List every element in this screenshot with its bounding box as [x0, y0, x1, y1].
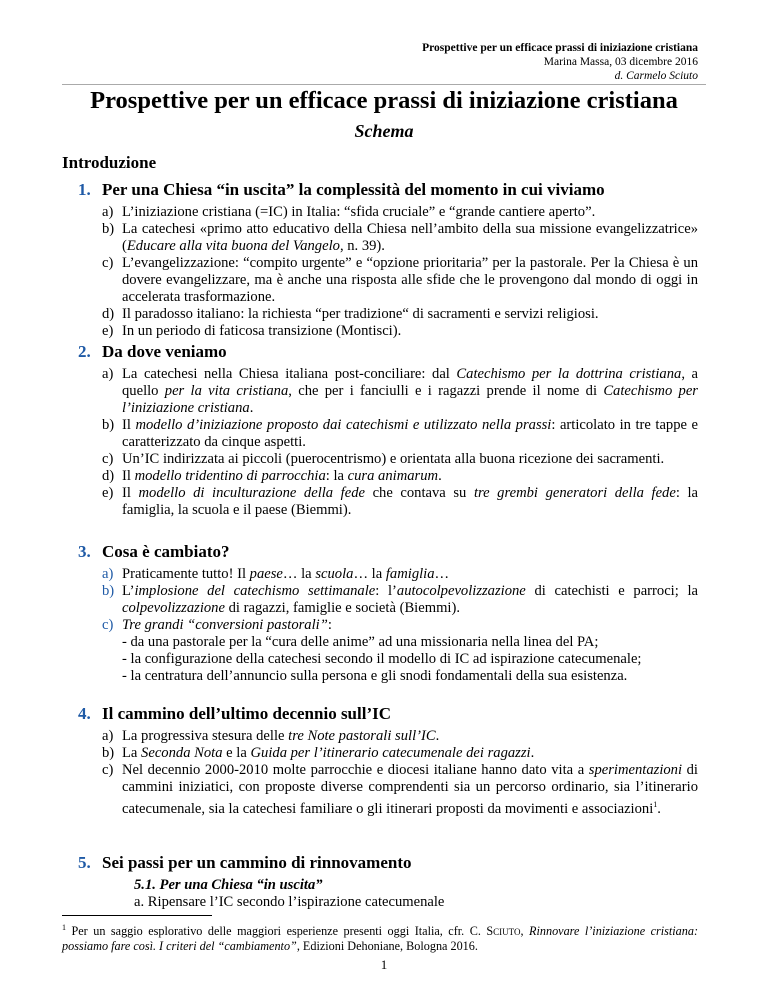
subsection-item: a. Ripensare l’IC secondo l’ispirazione catecumenale: [134, 894, 445, 910]
list-item: d) Il modello tridentino di parrocchia: la cura animarum.: [102, 468, 442, 484]
section-5: [78, 853, 698, 911]
section-title: Cosa è cambiato?: [102, 542, 230, 561]
section-number: 2.: [78, 342, 91, 361]
section-number: 5.: [78, 853, 91, 872]
list-item: a) La catechesi nella Chiesa italiana post-conciliare: dal Catechismo per la dottrina cristiana, a quello per la vita cristiana, che per i fanciulli e i ragazzi prende il nome di Catechismo per l’iniziazione cristiana.: [102, 366, 698, 416]
section-heading: [78, 180, 698, 200]
section-title: Il cammino dell’ultimo decennio sull’IC: [102, 704, 392, 723]
section-number: 4.: [78, 704, 91, 723]
header-divider: [62, 84, 706, 85]
page-number: 1: [380, 957, 388, 972]
list-item: b) La Seconda Nota e la Guida per l’itinerario catecumenale dei ragazzi.: [102, 745, 535, 761]
section-heading: [78, 542, 698, 562]
section-2: [78, 342, 698, 519]
running-header: [422, 41, 698, 83]
header-place-date: Marina Massa, 03 dicembre 2016: [543, 56, 698, 68]
dash-item: - la configurazione della catechesi secondo il modello di IC ad ispirazione catecumenale;: [122, 651, 642, 667]
footnote: $^1$ Per un saggio esplorativo delle maggiori esperienze presenti oggi Italia, cfr. C. Sciuto, Rinnovare l’iniziazione cristiana: possiamo fare così. I criteri del “cambiamento”, Edizioni Dehoniane, Bologna 2016.: [62, 923, 699, 954]
footnote-divider: [62, 915, 212, 916]
header-author: d. Carmelo Sciuto: [614, 70, 698, 82]
section-title: Per una Chiesa “in uscita” la complessità del momento in cui viviamo: [102, 180, 605, 199]
section-heading: [78, 853, 698, 873]
list-item: c) L’evangelizzazione: “compito urgente” e “opzione prioritaria” per la pastorale. Per la Chiesa è un dovere evangelizzare, ma è anche una risposta alle sfide che le provengono dal mondo di oggi in accelerata trasformazione.: [102, 255, 698, 305]
list-item: a) La progressiva stesura delle tre Note pastorali sull’IC.: [102, 728, 440, 744]
section-title: Da dove veniamo: [102, 342, 227, 361]
list-item: c) Nel decennio 2000-2010 molte parrocchie e diocesi italiane hanno dato vita a sperimentazioni di cammini iniziatici, con proposte diverse comprendenti sia un percorso ordinario, sia l’itinerario catecumenale, sia la catechesi familiare o gli itinerari proposti da movimenti e associazioni$^1$.: [102, 762, 698, 817]
dash-item: - da una pastorale per la “cura delle anime” ad una missionaria nella linea del PA;: [122, 634, 599, 650]
document-title: Prospettive per un efficace prassi di iniziazione cristiana: [90, 87, 678, 114]
footnote-ref[interactable]: 1: [653, 800, 658, 809]
header-title: Prospettive per un efficace prassi di iniziazione cristiana: [422, 42, 698, 54]
list-item: d) Il paradosso italiano: la richiesta “per tradizione“ di sacramenti e servizi religiosi.: [102, 306, 599, 322]
intro-heading: Introduzione: [62, 153, 157, 172]
list-item: c) Tre grandi “conversioni pastorali”: - da una pastorale per la “cura delle anime” ad una missionaria nella linea del PA; - la configurazione della catechesi secondo il modello di IC ad ispirazione catecumenale; - la centratura dell’annuncio sulla persona e gli snodi fondamentali della sua esistenza.: [102, 617, 698, 685]
list-item: b) L’implosione del catechismo settimanale: l’autocolpevolizzazione di catechisti e parroci; la colpevolizzazione di ragazzi, famiglie e società (Biemmi).: [102, 583, 698, 616]
subsection-heading: 5.1. Per una Chiesa “in uscita”: [134, 877, 323, 893]
list-item: c) Un’IC indirizzata ai piccoli (puerocentrismo) e orientata alla buona ricezione dei sacramenti.: [102, 451, 665, 467]
dash-item: - la centratura dell’annuncio sulla persona e gli snodi fondamentali della sua esistenza.: [122, 668, 628, 684]
list-item: e) In un periodo di faticosa transizione (Montisci).: [102, 323, 402, 339]
item-list: [78, 566, 698, 685]
section-1: [78, 180, 698, 340]
item-list: [78, 728, 698, 818]
list-item: a) L’iniziazione cristiana (=IC) in Italia: “sfida cruciale” e “grande cantiere aperto”.: [102, 204, 596, 220]
list-item: b) Il modello d’iniziazione proposto dai catechismi e utilizzato nella prassi: articolato in tre tappe e caratterizzato da cinque aspetti.: [102, 417, 698, 450]
section-title: Sei passi per un cammino di rinnovamento: [102, 853, 412, 872]
list-item: b) La catechesi «primo atto educativo della Chiesa nell’ambito della sua missione evangelizzatrice» (Educare alla vita buona del Vangelo, n. 39).: [102, 221, 698, 254]
section-heading: [78, 342, 698, 362]
section-number: 1.: [78, 180, 91, 199]
section-4: [78, 704, 698, 818]
list-item: e) Il modello di inculturazione della fede che contava su tre grembi generatori della fede: la famiglia, la scuola e il paese (Biemmi).: [102, 485, 698, 518]
section-heading: [78, 704, 698, 724]
document-subtitle: Schema: [354, 121, 414, 141]
footnote-mark: 1: [62, 923, 66, 932]
item-list: [78, 366, 698, 519]
list-item: a) Praticamente tutto! Il paese… la scuola… la famiglia…: [102, 566, 450, 582]
item-list: [78, 204, 698, 340]
section-3: [78, 542, 698, 685]
rich-text: La catechesi «primo atto educativo della Chiesa nell’ambito della sua missione evangelizzatrice» (Educare alla vita buona del Vangelo, n. 39).: [122, 221, 698, 254]
section-number: 3.: [78, 542, 91, 561]
